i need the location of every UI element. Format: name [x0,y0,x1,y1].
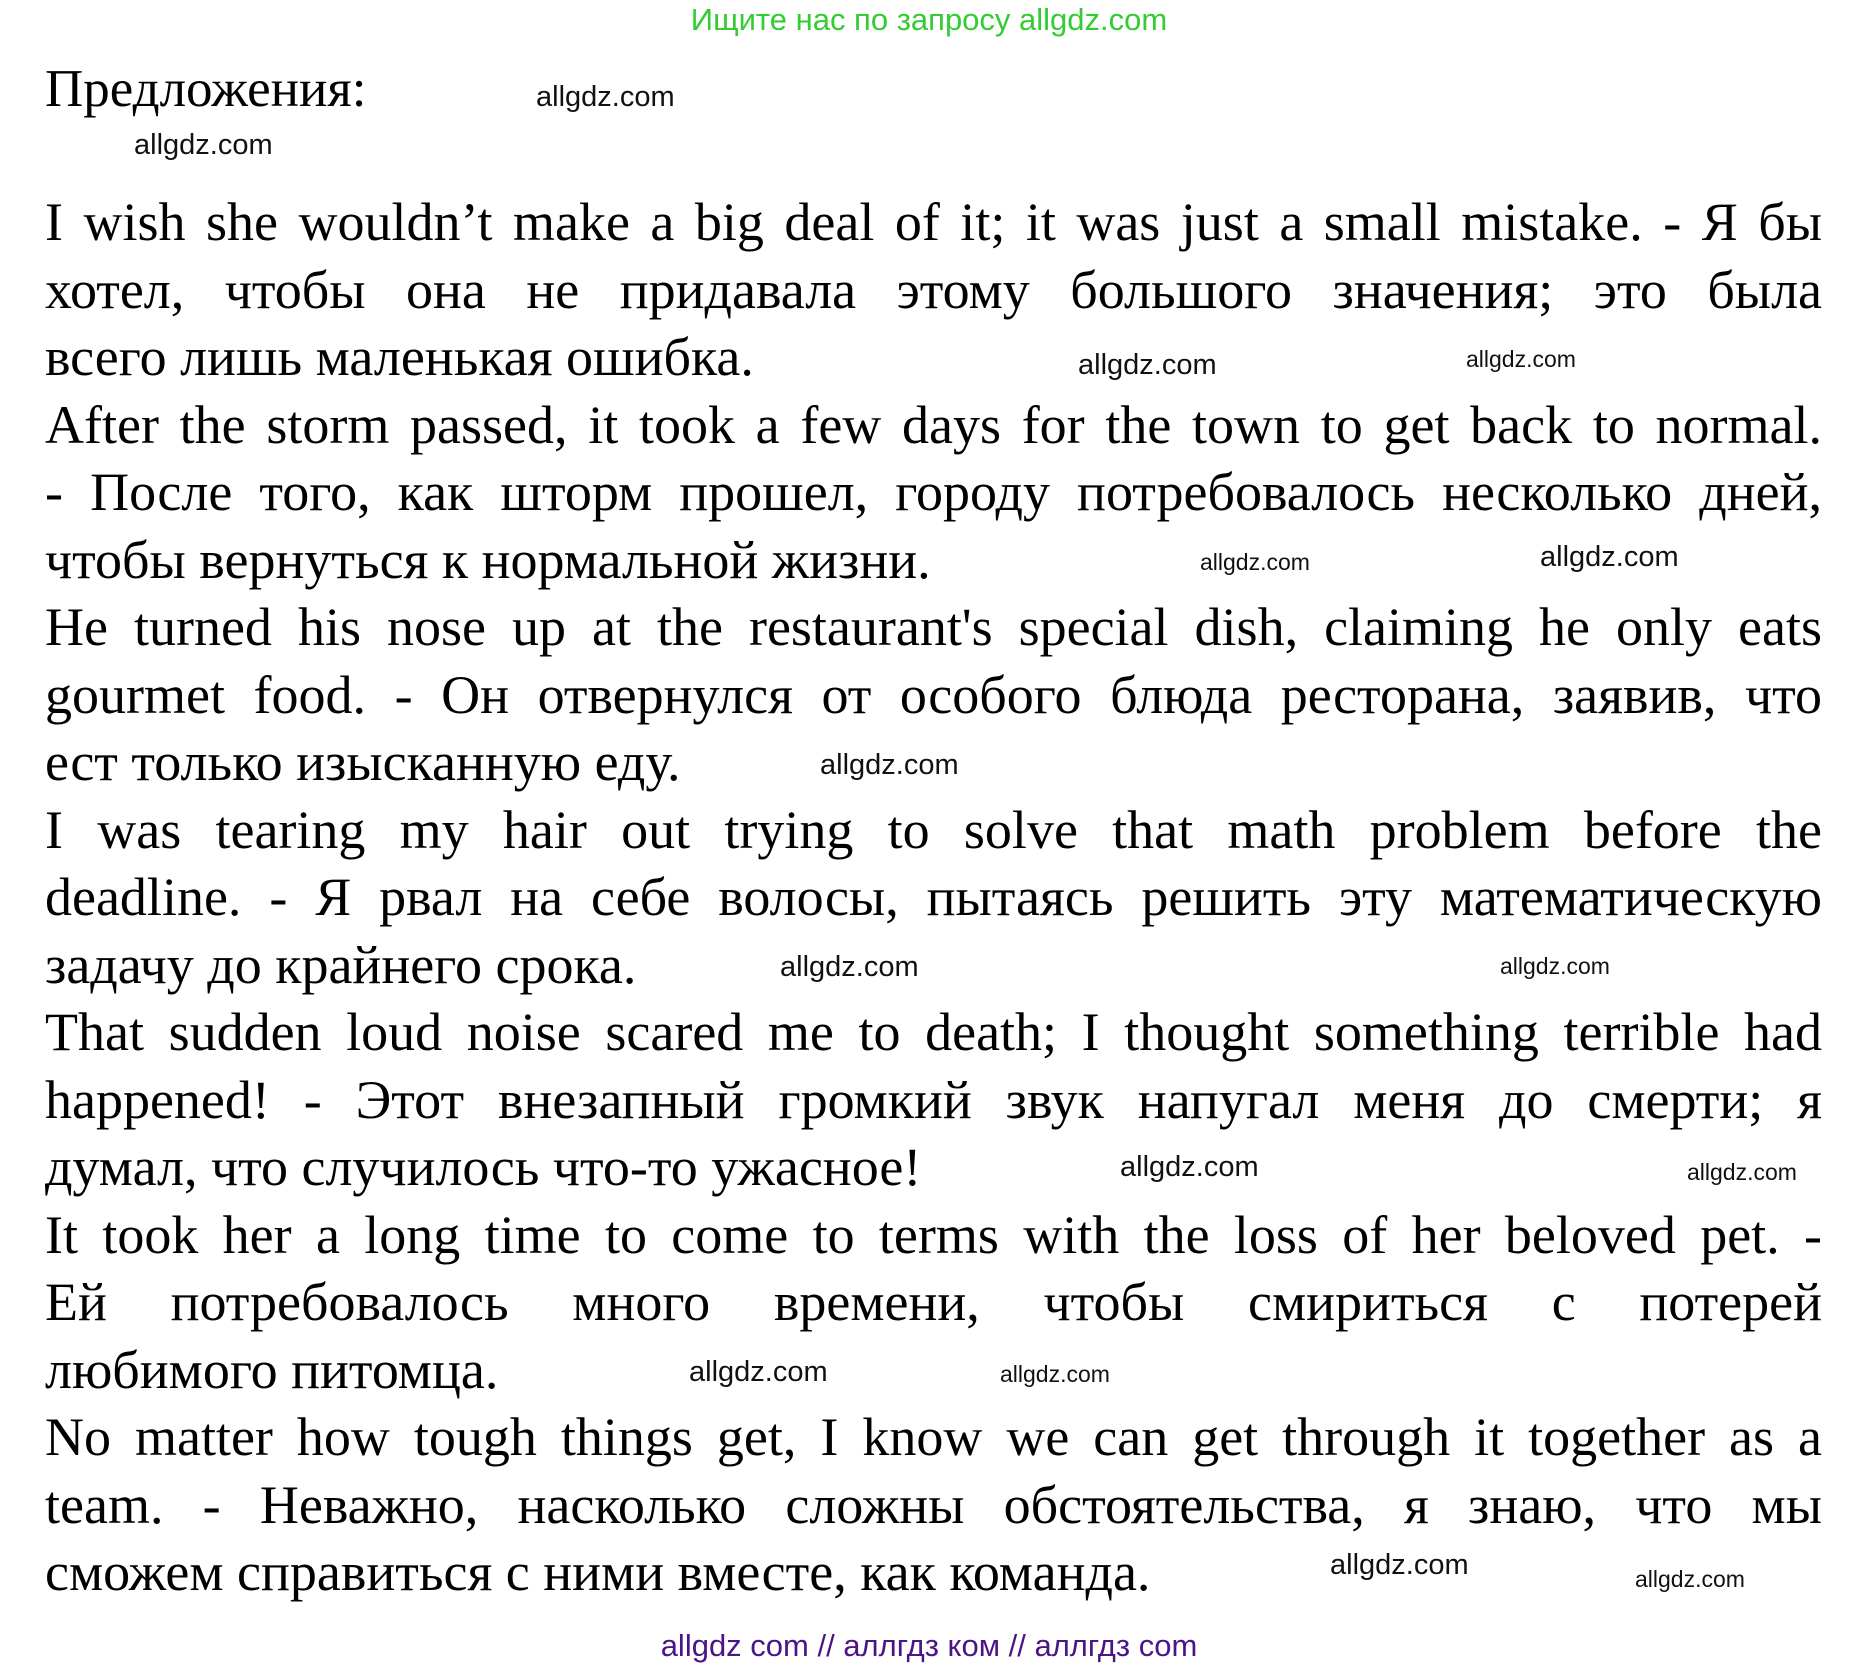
sentence-paragraph [45,999,1822,1202]
text-line: gourmet food. - Он отвернулся от особого блюда ресторана, заявив, что [45,664,1822,725]
text-line: Ей потребовалось много времени, чтобы смириться с потерей [45,1272,1822,1332]
watermark: allgdz.com [1687,1159,1797,1185]
text-line: It took her a long time to come to terms with the loss of her beloved pet. - [45,1204,1822,1265]
text-line: хотел, чтобы она не придавала этому большого значения; это была [45,259,1822,320]
watermark: allgdz.com [1200,549,1310,575]
text-line: deadline. - Я рвал на себе волосы, пытаясь решить эту математическую [45,867,1822,927]
sentences-list [45,189,1822,1607]
text-line: любимого питомца. [45,1339,499,1400]
text-line: всего лишь маленькая ошибка. [45,327,754,387]
footer-banner: allgdz com // аллгдз ком // аллгдз com [660,1628,1198,1663]
sentence-paragraph [45,1202,1822,1405]
sentence-paragraph [45,1404,1822,1607]
text-line: сможем справиться с ними вместе, как команда. [45,1542,1151,1602]
text-line: happened! - Этот внезапный громкий звук напугал меня до смерти; я [45,1069,1822,1130]
text-line: ест только изысканную еду. [45,732,681,792]
text-line: team. - Неважно, насколько сложны обстоятельства, я знаю, что мы [45,1474,1822,1535]
text-line: No matter how tough things get, I know we can get through it together as a [45,1407,1822,1467]
text-line: He turned his nose up at the restaurant's special dish, claiming he only eats [45,597,1822,657]
text-line: That sudden loud noise scared me to death; I thought something terrible had [45,1002,1822,1062]
watermark: allgdz.com [1635,1566,1745,1592]
watermark: allgdz.com [780,951,919,983]
text-line: - После того, как шторм прошел, городу потребовалось несколько дней, [45,462,1822,522]
watermark: allgdz.com [1120,1151,1259,1183]
page-title: Предложения: [45,60,367,118]
text-line: задачу до крайнего срока. [45,934,637,995]
watermark: allgdz.com [1500,953,1610,979]
watermark: allgdz.com [1000,1361,1110,1387]
text-line: I was tearing my hair out trying to solve that math problem before the [45,799,1822,860]
text-line: After the storm passed, it took a few days for the town to get back to normal. [45,394,1822,455]
watermark: allgdz.com [1330,1549,1469,1581]
watermark: allgdz.com [1078,349,1217,381]
watermark: allgdz.com [536,81,675,113]
text-line: думал, что случилось что-то ужасное! [45,1137,922,1197]
text-line: I wish she wouldn’t make a big deal of it; it was just a small mistake. - Я бы [45,192,1822,252]
watermark: allgdz.com [134,129,273,161]
watermark: allgdz.com [1466,346,1576,372]
watermark: allgdz.com [820,749,959,781]
text-line: чтобы вернуться к нормальной жизни. [45,529,931,590]
watermark: allgdz.com [689,1356,828,1388]
header-banner: Ищите нас по запросу allgdz.com [690,2,1168,37]
watermark: allgdz.com [1540,541,1679,573]
